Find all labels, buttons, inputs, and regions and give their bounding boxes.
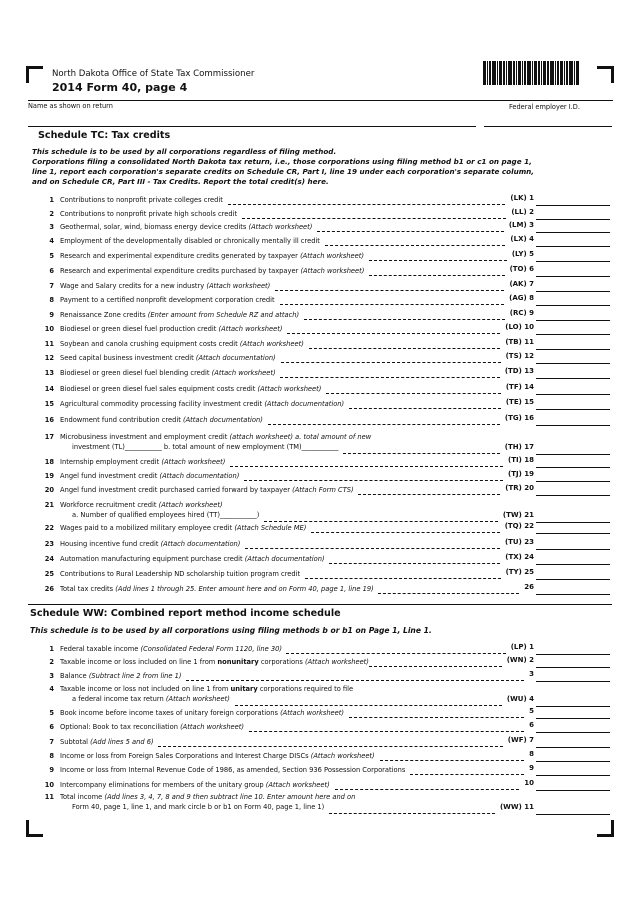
ww-line-description: Taxable income or loss included on line 1 from nonunitary corporations (Attach worksheet) (60, 658, 369, 666)
tc-line-description: Wage and Salary credits for a new industry (Attach worksheet) (60, 282, 271, 290)
tc-line-number: 1 (49, 196, 54, 204)
tc-line-code: (LM) 3 (508, 221, 534, 229)
tc-line-description: Geothermal, solar, wind, biomass energy device credits (Attach worksheet) (60, 223, 313, 231)
tc-line-number: 23 (44, 540, 54, 548)
ww-line-description: Optional: Book to tax reconciliation (Attach worksheet) (60, 723, 245, 731)
name-input[interactable] (28, 126, 476, 127)
tc-line-11 (32, 338, 612, 352)
tc-line-code: (TX) 24 (505, 553, 534, 561)
tc-line-description: Housing incentive fund credit (Attach documentation) (60, 540, 241, 548)
ww-amount-input[interactable] (536, 761, 610, 762)
tc-line-code: (LX) 4 (510, 235, 534, 243)
tc-line-24 (32, 553, 612, 567)
ww-line-2 (32, 656, 612, 670)
tc-line-1 (32, 194, 612, 208)
ww-leader-dots (158, 746, 503, 747)
tc-line-code: (TF) 14 (505, 383, 534, 391)
ww-amount-input[interactable] (536, 667, 610, 668)
tc-leader-dots (275, 290, 504, 291)
tc-line-number: 9 (49, 311, 54, 319)
tc-line-code: (TS) 12 (505, 352, 534, 360)
tc-leader-dots (281, 362, 501, 363)
tc-amount-input[interactable] (536, 349, 610, 350)
tc-line-number: 19 (44, 472, 54, 480)
tc-amount-input[interactable] (536, 495, 610, 496)
tc-amount-input[interactable] (536, 454, 610, 455)
tc-leader-dots (326, 393, 501, 394)
schedule-separator (28, 604, 612, 605)
tc-amount-input[interactable] (536, 219, 610, 220)
tc-line-code: (TO) 6 (509, 265, 534, 273)
tc-line-code: (RC) 9 (509, 309, 534, 317)
barcode (483, 61, 591, 85)
tc-leader-dots (304, 319, 505, 320)
tc-line-description: Biodiesel or green diesel fuel sales equipment costs credit (Attach worksheet) (60, 385, 322, 393)
tc-line-25 (32, 568, 612, 582)
tc-leader-dots (280, 304, 504, 305)
ww-line-number: 6 (49, 723, 54, 731)
tc-line-description: Contributions to Rural Leadership ND scholarship tuition program credit (60, 570, 301, 578)
tc-line-number: 26 (44, 585, 54, 593)
tc-amount-input[interactable] (536, 378, 610, 379)
tc-line-22 (32, 522, 612, 536)
tc-leader-dots (244, 480, 503, 481)
ww-line-code: 6 (529, 721, 534, 729)
tc-amount-input[interactable] (536, 564, 610, 565)
ww-line-description: Taxable income or loss not included on line 1 from unitary corporations required to file (60, 685, 354, 693)
tc-amount-input[interactable] (536, 363, 610, 364)
tc-line-number: 17 (44, 433, 54, 441)
ww-amount-input[interactable] (536, 681, 610, 682)
tc-line-7 (32, 280, 612, 294)
ww-line-3 (32, 670, 612, 684)
agency-name: North Dakota Office of State Tax Commissioner (52, 69, 255, 79)
tc-line-description: Biodiesel or green diesel fuel blending credit (Attach worksheet) (60, 369, 276, 377)
registration-mark-top-right (597, 66, 614, 83)
tc-line-code: (LK) 1 (510, 194, 534, 202)
tc-line-number: 14 (44, 385, 54, 393)
tc-line-number: 20 (44, 486, 54, 494)
ww-leader-dots (410, 774, 524, 775)
tc-line-description: Research and experimental expenditure credits purchased by taxpayer (Attach worksheet) (60, 267, 365, 275)
tc-amount-input[interactable] (536, 467, 610, 468)
tc-line-number: 5 (49, 252, 54, 260)
ww-line-6 (32, 721, 612, 735)
ww-line-7 (32, 736, 612, 750)
tc-line-code: (AG) 8 (509, 294, 534, 302)
ww-amount-input[interactable] (536, 814, 610, 815)
ww-line-description: Income or loss from Foreign Sales Corporations and Interest Charge DISCs (Attach worksheet) (60, 752, 375, 760)
tc-line-description: Workforce recruitment credit (Attach worksheet) (60, 501, 223, 509)
tc-line-code: (TU) 23 (504, 538, 534, 546)
ww-line-code: (LP) 1 (510, 643, 534, 651)
tc-line-23 (32, 538, 612, 552)
tc-line-code: (TW) 21 (502, 511, 534, 519)
tc-line-number: 16 (44, 416, 54, 424)
ww-leader-dots (235, 705, 502, 706)
tc-amount-input[interactable] (536, 305, 610, 306)
fein-input[interactable] (484, 126, 612, 127)
tc-line-2 (32, 208, 612, 222)
tc-amount-input[interactable] (536, 394, 610, 395)
ww-line-number: 5 (49, 709, 54, 717)
ww-line-description: Subtotal (Add lines 5 and 6) (60, 738, 154, 746)
tc-leader-dots (378, 593, 519, 594)
tc-line-number: 12 (44, 354, 54, 362)
tc-line-description: Angel fund investment credit purchased carried forward by taxpayer (Attach Form CTS) (60, 486, 354, 494)
tc-line-description: Total tax credits (Add lines 1 through 25. Enter amount here and on Form 40, page 1, line 19) (60, 585, 374, 593)
schedule-tc-title: Schedule TC: Tax credits (38, 130, 171, 141)
ww-leader-dots (380, 760, 524, 761)
tc-leader-dots (230, 466, 503, 467)
tc-line-code: (TY) 25 (505, 568, 534, 576)
ww-leader-dots (369, 666, 502, 667)
ww-amount-input[interactable] (536, 747, 610, 748)
tc-line-description-continued: investment (TL)___________ b. total amount of new employment (TM)___________ (72, 443, 339, 451)
tc-line-8 (32, 294, 612, 308)
tc-leader-dots (343, 453, 500, 454)
tc-leader-dots (349, 408, 501, 409)
tc-line-description: Contributions to nonprofit private colleges credit (60, 196, 223, 204)
tc-leader-dots (228, 204, 505, 205)
ww-line-code: 3 (529, 670, 534, 678)
tc-amount-input[interactable] (536, 425, 610, 426)
ww-line-code: (WN) 2 (506, 656, 534, 664)
tc-line-number: 21 (44, 501, 54, 509)
ww-line-number: 11 (44, 793, 54, 801)
tc-line-code: (TJ) 19 (508, 470, 534, 478)
tc-leader-dots (358, 494, 500, 495)
tc-line-17 (32, 431, 612, 457)
tc-line-description: Internship employment credit (Attach worksheet) (60, 458, 226, 466)
form-title: 2014 Form 40, page 4 (52, 81, 188, 94)
registration-mark-top-left (26, 66, 43, 83)
ww-amount-input[interactable] (536, 718, 610, 719)
tc-line-description: Soybean and canola crushing equipment costs credit (Attach worksheet) (60, 340, 304, 348)
ww-line-number: 8 (49, 752, 54, 760)
tc-line-number: 15 (44, 400, 54, 408)
tc-leader-dots (369, 260, 507, 261)
ww-line-code: 9 (529, 764, 534, 772)
tc-line-description-continued: a. Number of qualified employees hired (TT)___________) (72, 511, 260, 519)
tc-leader-dots (329, 563, 500, 564)
registration-mark-bottom-right (597, 820, 614, 837)
schedule-ww-title: Schedule WW: Combined report method income schedule (30, 608, 341, 619)
tc-leader-dots (305, 578, 501, 579)
tc-line-number: 6 (49, 267, 54, 275)
ww-line-5 (32, 707, 612, 721)
ww-line-number: 2 (49, 658, 54, 666)
fein-label: Federal employer I.D. (509, 103, 580, 111)
tc-line-number: 10 (44, 325, 54, 333)
ww-leader-dots (349, 717, 524, 718)
tc-line-20 (32, 484, 612, 498)
ww-line-code: (WW) 11 (499, 803, 534, 811)
tc-line-description: Microbusiness investment and employment credit (attach worksheet) a. total amount of new (60, 433, 372, 441)
ww-leader-dots (286, 653, 506, 654)
ww-line-number: 4 (49, 685, 54, 693)
tc-line-code: (TH) 17 (504, 443, 534, 451)
ww-amount-input[interactable] (536, 732, 610, 733)
tc-line-number: 25 (44, 570, 54, 578)
tc-line-3 (32, 221, 612, 235)
tc-leader-dots (317, 231, 504, 232)
tc-line-description: Wages paid to a mobilized military employee credit (Attach Schedule ME) (60, 524, 307, 532)
ww-line-description: Intercompany eliminations for members of the unitary group (Attach worksheet) (60, 781, 330, 789)
tc-amount-input[interactable] (536, 261, 610, 262)
tc-amount-input[interactable] (536, 276, 610, 277)
tc-amount-input[interactable] (536, 291, 610, 292)
tc-line-number: 4 (49, 237, 54, 245)
schedule-tc-instruction1: This schedule is to be used by all corporations regardless of filing method. (32, 147, 337, 156)
tc-line-10 (32, 323, 612, 337)
tc-line-13 (32, 367, 612, 381)
tc-line-code: (TR) 20 (505, 484, 534, 492)
tc-line-number: 18 (44, 458, 54, 466)
tc-line-26 (32, 583, 612, 597)
tc-line-code: (TI) 18 (508, 456, 534, 464)
tc-line-15 (32, 398, 612, 412)
tc-amount-input[interactable] (536, 205, 610, 206)
tc-line-code: (TD) 13 (504, 367, 534, 375)
tc-leader-dots (311, 532, 500, 533)
ww-line-9 (32, 764, 612, 778)
ww-line-number: 10 (44, 781, 54, 789)
tc-line-description: Automation manufacturing equipment purchase credit (Attach documentation) (60, 555, 325, 563)
name-label: Name as shown on return (28, 102, 113, 110)
ww-line-code: 5 (529, 707, 534, 715)
ww-line-description: Total income (Add lines 3, 4, 7, 8 and 9 then subtract line 10. Enter amount here and on (60, 793, 356, 801)
ww-line-11 (32, 791, 612, 817)
tc-line-description: Contributions to nonprofit private high schools credit (60, 210, 238, 218)
tc-leader-dots (242, 218, 506, 219)
ww-line-code: 10 (524, 779, 534, 787)
ww-line-number: 3 (49, 672, 54, 680)
schedule-tc-instruction2a: Corporations filing a consolidated North Dakota tax return, i.e., those corporations using filing method b1 or c1 on page 1, (32, 157, 532, 166)
ww-line-description: Income or loss from Internal Revenue Code of 1986, as amended, Section 936 Possession Corporations (60, 766, 406, 774)
ww-line-code: (WU) 4 (506, 695, 534, 703)
tc-line-description: Seed capital business investment credit (Attach documentation) (60, 354, 276, 362)
ww-line-1 (32, 643, 612, 657)
tc-line-number: 22 (44, 524, 54, 532)
schedule-tc-instruction2b: line 1, report each corporation's separate credits on Schedule CR, Part I, line 19 under each corporation's separate column, (32, 167, 535, 176)
tc-line-18 (32, 456, 612, 470)
tc-amount-input[interactable] (536, 246, 610, 247)
tc-line-code: (AK) 7 (509, 280, 534, 288)
ww-line-description: Balance (Subtract line 2 from line 1) (60, 672, 182, 680)
tc-line-code: (TB) 11 (505, 338, 534, 346)
ww-line-description-continued: Form 40, page 1, line 1, and mark circle b or b1 on Form 40, page 1, line 1) (72, 803, 325, 811)
ww-line-4 (32, 683, 612, 709)
tc-amount-input[interactable] (536, 481, 610, 482)
registration-mark-bottom-left (26, 820, 43, 837)
tc-amount-input[interactable] (536, 320, 610, 321)
ww-line-number: 7 (49, 738, 54, 746)
tc-line-number: 13 (44, 369, 54, 377)
tc-line-5 (32, 250, 612, 264)
tc-line-code: 26 (524, 583, 534, 591)
tc-leader-dots (325, 245, 505, 246)
tc-line-6 (32, 265, 612, 279)
tc-leader-dots (309, 348, 500, 349)
tc-line-code: (TQ) 22 (504, 522, 534, 530)
tc-line-description: Employment of the developmentally disabled or chronically mentally ill credit (60, 237, 320, 245)
tc-line-19 (32, 470, 612, 484)
ww-line-description: Book income before income taxes of unitary foreign corporations (Attach worksheet) (60, 709, 345, 717)
ww-amount-input[interactable] (536, 654, 610, 655)
ww-leader-dots (329, 813, 495, 814)
tc-amount-input[interactable] (536, 232, 610, 233)
tc-leader-dots (369, 275, 505, 276)
tc-line-9 (32, 309, 612, 323)
tc-amount-input[interactable] (536, 409, 610, 410)
schedule-tc-instruction2c: and on Schedule CR, Part III - Tax Credits. Report the total credit(s) here. (32, 177, 329, 186)
ww-line-8 (32, 750, 612, 764)
tc-leader-dots (245, 548, 500, 549)
tc-leader-dots (280, 377, 500, 378)
tc-amount-input[interactable] (536, 594, 610, 595)
tc-line-description: Endowment fund contribution credit (Attach documentation) (60, 416, 263, 424)
schedule-ww-instruction: This schedule is to be used by all corporations using filing methods b or b1 on Page 1, Line 1. (30, 626, 432, 635)
tc-line-code: (LO) 10 (505, 323, 534, 331)
tc-amount-input[interactable] (536, 334, 610, 335)
tc-amount-input[interactable] (536, 579, 610, 580)
tc-amount-input[interactable] (536, 549, 610, 550)
tc-line-description: Angel fund investment credit (Attach documentation) (60, 472, 240, 480)
tc-line-number: 2 (49, 210, 54, 218)
tc-line-number: 7 (49, 282, 54, 290)
tc-line-description: Research and experimental expenditure credits generated by taxpayer (Attach worksheet) (60, 252, 364, 260)
tc-line-description: Payment to a certified nonprofit development corporation credit (60, 296, 275, 304)
tc-line-number: 8 (49, 296, 54, 304)
tc-leader-dots (287, 333, 500, 334)
ww-leader-dots (186, 680, 524, 681)
tc-line-12 (32, 352, 612, 366)
ww-amount-input[interactable] (536, 775, 610, 776)
ww-line-code: 8 (529, 750, 534, 758)
tc-line-code: (LL) 2 (511, 208, 534, 216)
ww-leader-dots (249, 731, 524, 732)
tc-line-description: Agricultural commodity processing facility investment credit (Attach documentation) (60, 400, 345, 408)
tc-line-16 (32, 414, 612, 428)
tc-line-code: (LY) 5 (511, 250, 534, 258)
tc-line-number: 24 (44, 555, 54, 563)
tc-amount-input[interactable] (536, 533, 610, 534)
ww-line-code: (WF) 7 (507, 736, 534, 744)
tc-line-description: Renaissance Zone credits (Enter amount from Schedule RZ and attach) (60, 311, 300, 319)
ww-line-number: 9 (49, 766, 54, 774)
tc-line-code: (TE) 15 (505, 398, 534, 406)
tc-line-number: 3 (49, 223, 54, 231)
tc-leader-dots (268, 424, 500, 425)
ww-line-description-continued: a federal income tax return (Attach worksheet) (72, 695, 230, 703)
ww-line-description: Federal taxable income (Consolidated Federal Form 1120, line 30) (60, 645, 282, 653)
tc-line-number: 11 (44, 340, 54, 348)
tc-line-4 (32, 235, 612, 249)
ww-leader-dots (335, 789, 519, 790)
tc-line-14 (32, 383, 612, 397)
ww-line-number: 1 (49, 645, 54, 653)
tc-line-description: Biodiesel or green diesel fuel production credit (Attach worksheet) (60, 325, 283, 333)
tc-line-code: (TG) 16 (504, 414, 534, 422)
